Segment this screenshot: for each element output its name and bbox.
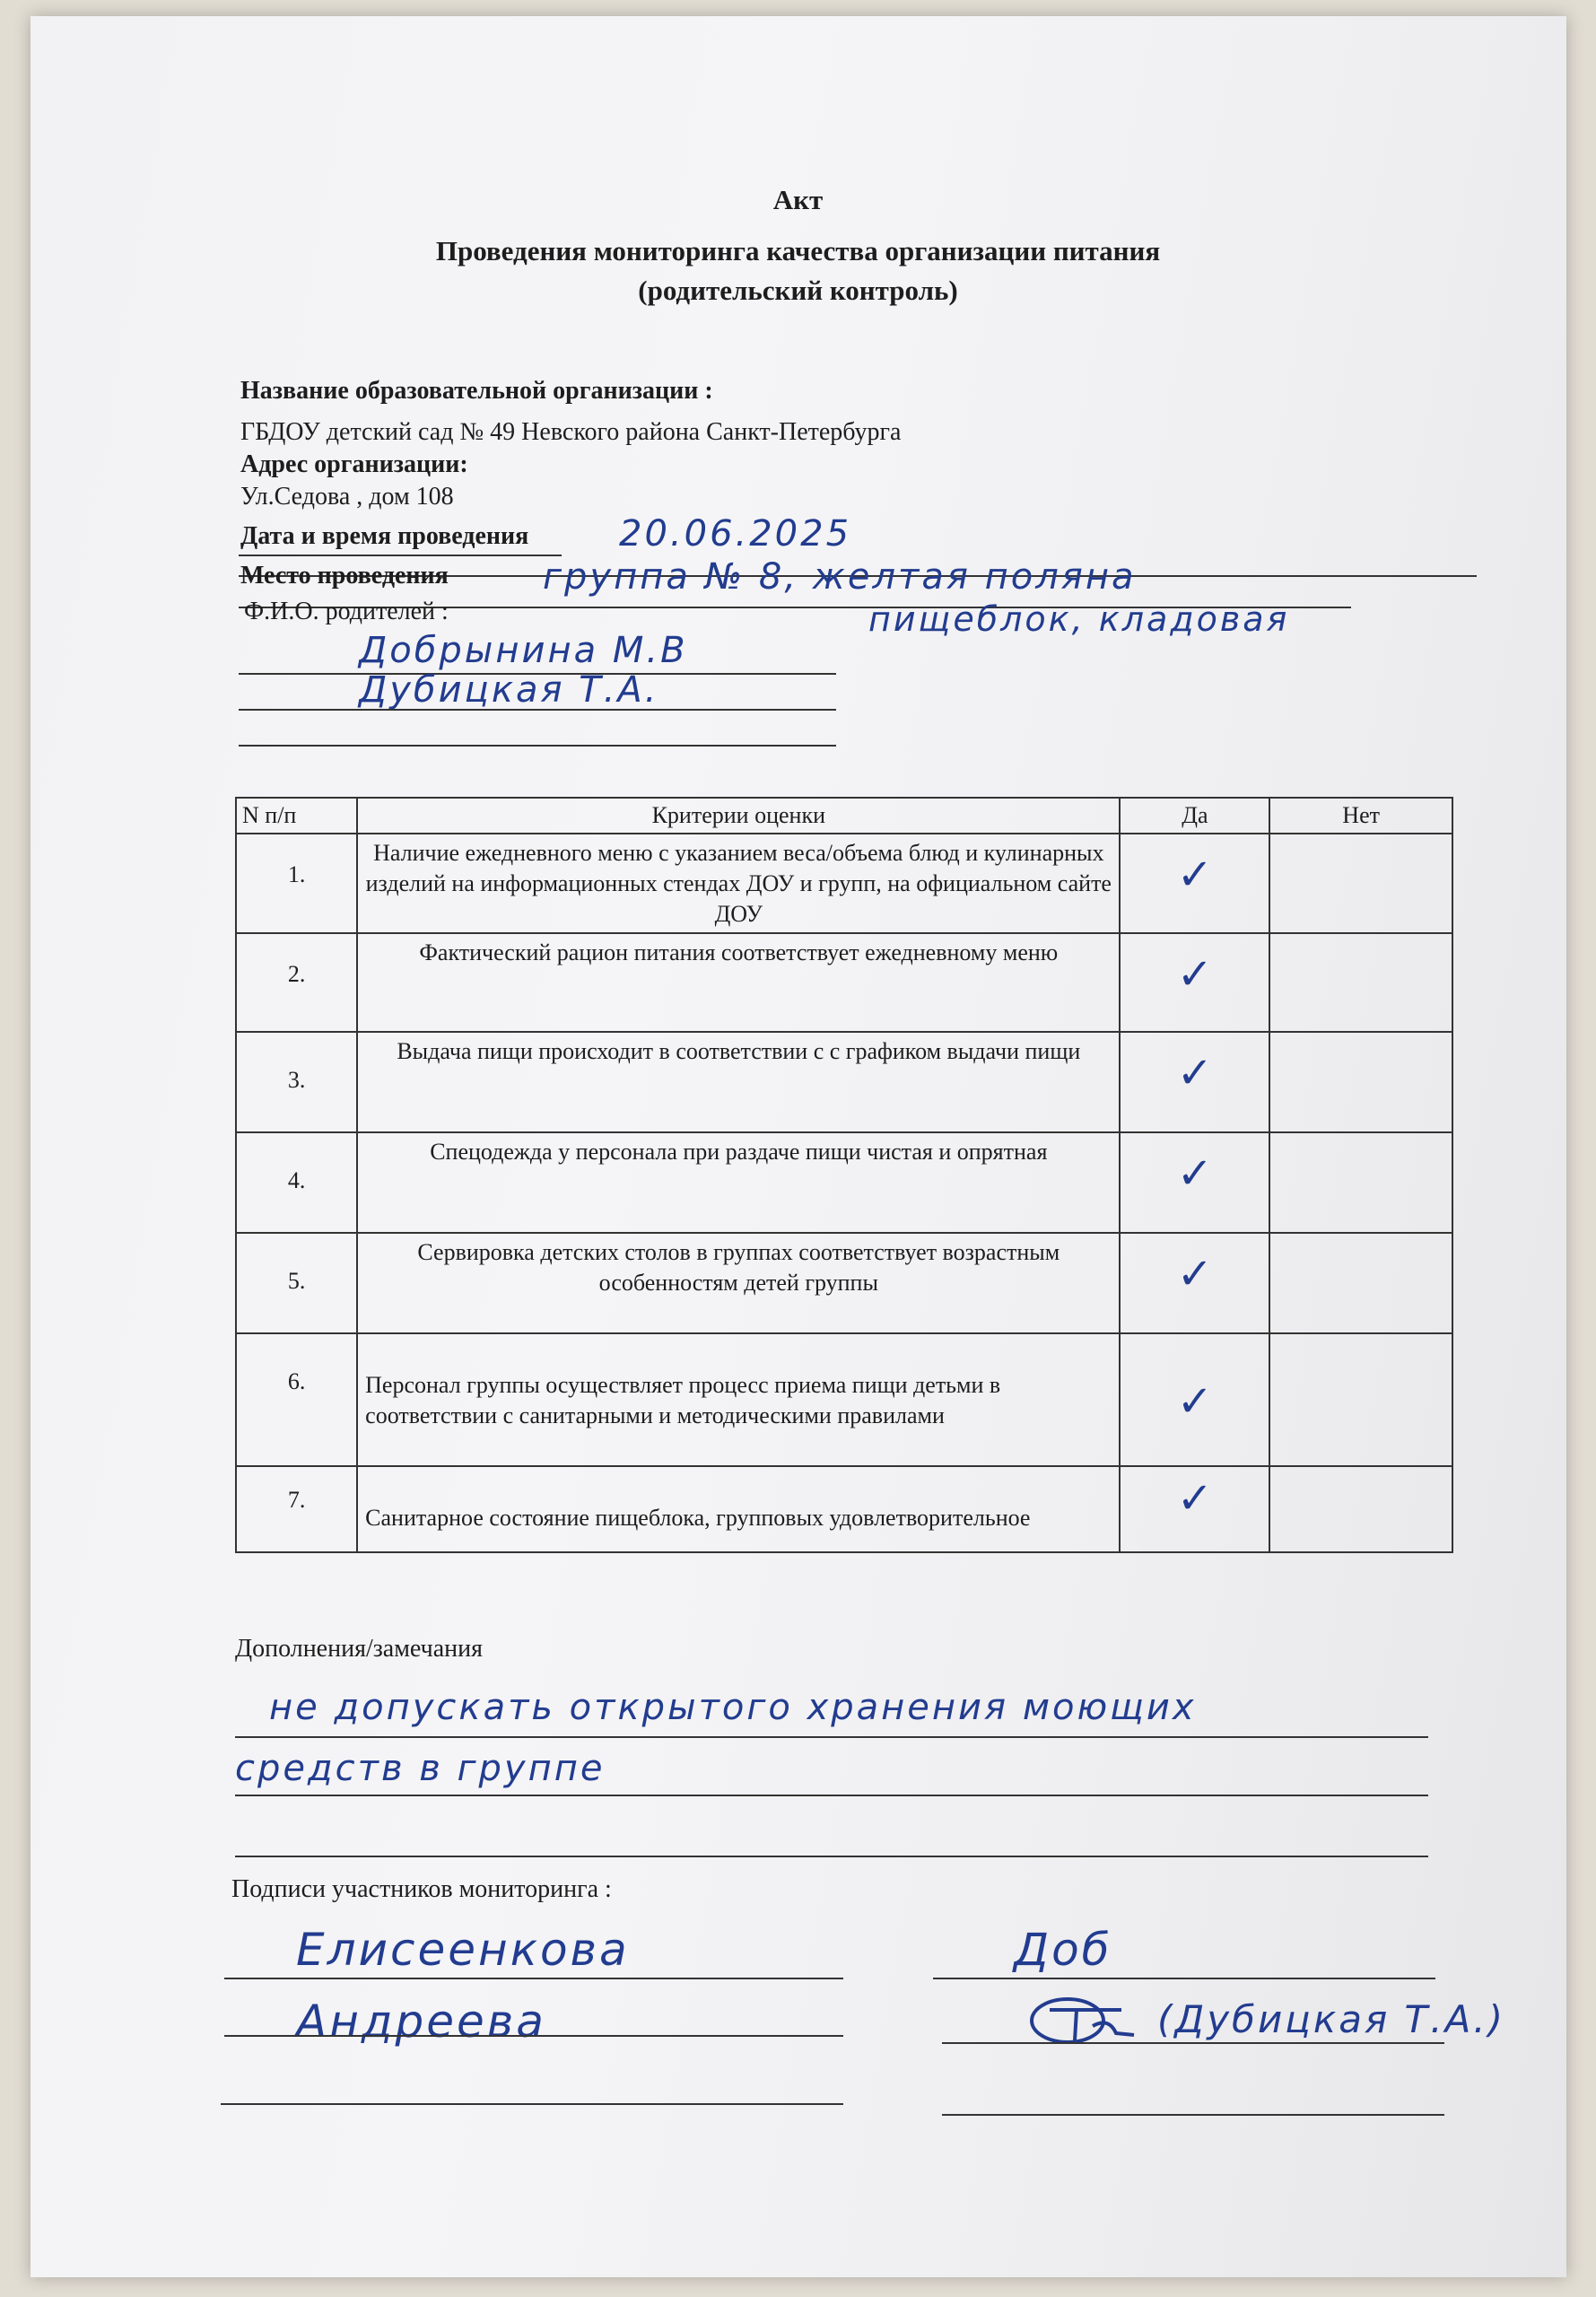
remarks-label: Дополнения/замечания (235, 1635, 484, 1663)
row-criteria: Сервировка детских столов в группах соответствует возрастным особенностям детей группы (357, 1233, 1120, 1333)
yes-cell (1120, 933, 1269, 1032)
table-header-row (236, 798, 1452, 834)
yes-cell (1120, 1466, 1269, 1552)
table-row (236, 1132, 1452, 1233)
sig-line-left-2 (224, 2035, 843, 2037)
row-number: 2. (236, 933, 357, 1032)
signature-left-1: Елисеенкова (296, 1924, 630, 1976)
sig-line-right-2 (942, 2042, 1444, 2044)
header-no: Нет (1269, 798, 1452, 834)
date-underline-left (239, 555, 562, 556)
row-criteria: Наличие ежедневного меню с указанием веса/объема блюд и кулинарных изделий на информационных стендах ДОУ и групп, на официальном сайте ДОУ (357, 834, 1120, 933)
no-cell (1269, 1333, 1452, 1466)
signature-left-2: Андреева (296, 1996, 546, 2048)
row-number: 4. (236, 1132, 357, 1233)
criteria-table (235, 797, 1453, 1553)
sig-line-right-3 (942, 2114, 1444, 2116)
sig-line-left-3 (221, 2103, 843, 2105)
remark-underline-2 (235, 1795, 1428, 1796)
doc-title: Акт (772, 184, 824, 215)
doc-subtitle-note: (родительский контроль) (638, 275, 958, 306)
remark-underline-3 (235, 1856, 1428, 1857)
no-cell (1269, 1032, 1452, 1132)
date-value: 20.06.2025 (619, 513, 852, 555)
signature-right-1: Доб (1014, 1924, 1112, 1976)
header-yes: Да (1120, 798, 1269, 834)
checkmark-icon: ✓ (1176, 949, 1213, 1000)
row-number: 6. (236, 1333, 357, 1466)
row-number: 5. (236, 1233, 357, 1333)
remark-underline-1 (235, 1736, 1428, 1738)
header-criteria: Критерии оценки (357, 798, 1120, 834)
date-label: Дата и время проведения (240, 522, 529, 550)
checkmark-icon: ✓ (1176, 1473, 1213, 1524)
signatures-label: Подписи участников мониторинга : (231, 1875, 612, 1903)
table-row (236, 1032, 1452, 1132)
yes-cell (1120, 1333, 1269, 1466)
table-row (236, 1466, 1452, 1552)
table-row (236, 1333, 1452, 1466)
row-number: 3. (236, 1032, 357, 1132)
signature-right-2: (Дубицкая Т.А.) (1157, 1997, 1506, 2041)
checkmark-icon: ✓ (1176, 1148, 1213, 1200)
parent-line-3 (239, 745, 836, 747)
org-label: Название образовательной организации : (240, 377, 713, 405)
header-num: N п/п (236, 798, 357, 834)
address-value: Ул.Седова , дом 108 (240, 483, 454, 511)
remark-line-2: средств в группе (235, 1748, 606, 1789)
checkmark-icon: ✓ (1176, 1376, 1213, 1428)
no-cell (1269, 834, 1452, 933)
table-row (236, 933, 1452, 1032)
checkmark-icon: ✓ (1176, 850, 1213, 900)
row-criteria: Фактический рацион питания соответствует ежедневному меню (357, 933, 1120, 1032)
sig-line-left-1 (224, 1978, 843, 1979)
row-criteria: Персонал группы осуществляет процесс приема пищи детьми в соответствии с санитарными и методическими правилами (357, 1333, 1120, 1466)
yes-cell (1120, 834, 1269, 933)
address-label: Адрес организации: (240, 450, 468, 478)
parent-line-2 (239, 709, 836, 711)
sig-line-right-1 (933, 1978, 1435, 1979)
yes-cell (1120, 1032, 1269, 1132)
no-cell (1269, 1466, 1452, 1552)
parents-label: Ф.И.О. родителей : (244, 598, 449, 625)
row-number: 7. (236, 1466, 357, 1552)
remark-line-1: не допускать открытого хранения моющих (269, 1687, 1197, 1728)
place-value-1: группа № 8, желтая поляна (543, 556, 1137, 598)
parent-name-2: Дубицкая Т.А. (359, 669, 659, 711)
row-number: 1. (236, 834, 357, 933)
place-label: Место проведения (240, 562, 449, 590)
yes-cell (1120, 1233, 1269, 1333)
no-cell (1269, 1132, 1452, 1233)
checkmark-icon: ✓ (1176, 1249, 1213, 1300)
row-criteria: Спецодежда у персонала при раздаче пищи чистая и опрятная (357, 1132, 1120, 1233)
doc-subtitle: Проведения мониторинга качества организации питания (435, 235, 1161, 266)
yes-cell (1120, 1132, 1269, 1233)
no-cell (1269, 933, 1452, 1032)
row-criteria: Санитарное состояние пищеблока, групповых удовлетворительное (357, 1466, 1120, 1552)
table-row (236, 1233, 1452, 1333)
checkmark-icon: ✓ (1176, 1048, 1213, 1099)
parent-name-1: Добрынина М.В (359, 630, 688, 671)
place-value-2: пищеблок, кладовая (868, 599, 1290, 639)
no-cell (1269, 1233, 1452, 1333)
table-row (236, 834, 1452, 933)
org-value: ГБДОУ детский сад № 49 Невского района Санкт-Петербурга (240, 418, 902, 446)
row-criteria: Выдача пищи происходит в соответствии с с графиком выдачи пищи (357, 1032, 1120, 1132)
